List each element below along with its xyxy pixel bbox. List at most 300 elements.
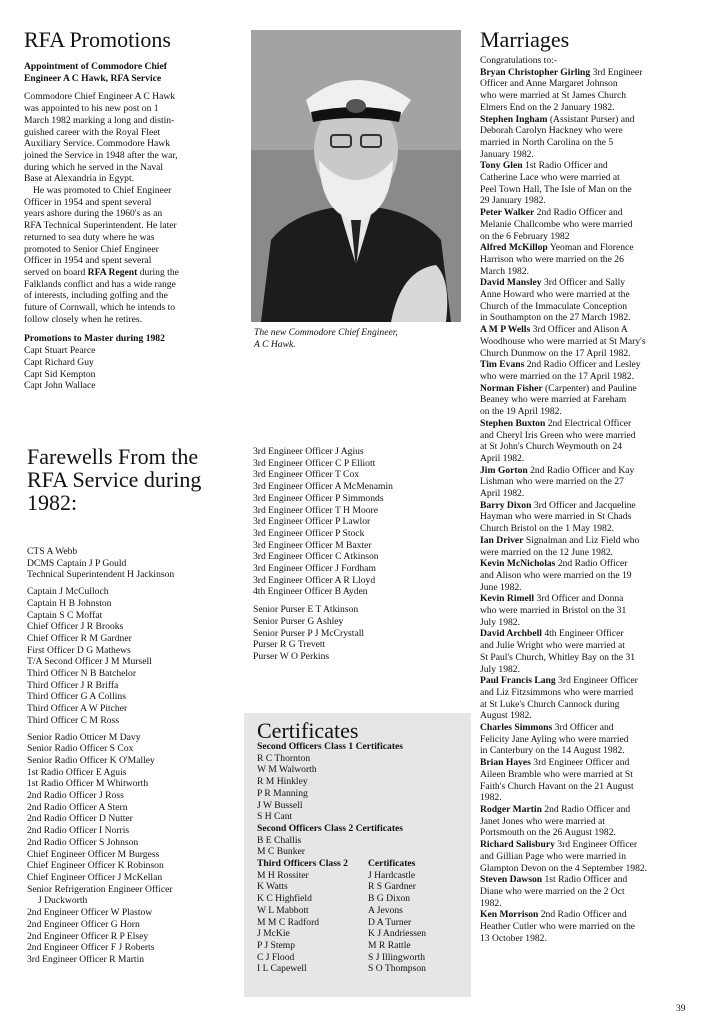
farewell-name: 3rd Engineer Officer T H Moore — [253, 504, 378, 516]
marriage-line — [480, 898, 695, 910]
couple-name: Paul Francis Lang — [480, 675, 556, 687]
couple-name: Peter Walker — [480, 207, 535, 219]
marriage-line — [480, 312, 695, 324]
marriage-line — [480, 441, 695, 453]
farewell-name: T/A Second Officer J M Mursell — [27, 656, 152, 668]
farewell-name: Chief Engineer Officer M Burgess — [27, 848, 160, 860]
certificate-name: D A Turner — [368, 916, 412, 928]
marriage-line — [480, 67, 695, 79]
marriage-text: 29 January 1982. — [480, 195, 546, 207]
certificates-box — [244, 713, 471, 997]
marriage-line — [480, 476, 695, 488]
marriage-text: and Cheryl Iris Green who were married — [480, 429, 636, 441]
marriage-text: Diane who were married on the 2 Oct — [480, 885, 625, 897]
marriage-line — [480, 277, 695, 289]
marriage-text: Faith's Church Havant on the 21 August — [480, 780, 634, 792]
marriage-line — [480, 301, 695, 313]
marriage-text: April 1982. — [480, 452, 525, 464]
marriage-line — [480, 184, 695, 196]
marriage-line — [480, 921, 695, 933]
farewell-name: Captain S C Moffat — [27, 609, 103, 621]
marriage-line — [480, 266, 695, 278]
article-line: guished career with the Royal Fleet — [24, 126, 161, 138]
marriage-line — [480, 511, 695, 523]
marriage-text: 3rd Engineer — [590, 66, 643, 78]
promotions-title: RFA Promotions — [24, 27, 171, 52]
farewell-name: Third Officer A W Pitcher — [27, 703, 128, 715]
marriage-text: (Assistant Purser) and — [547, 113, 635, 125]
certificate-name: M C Bunker — [257, 846, 305, 858]
marriage-text: April 1982. — [480, 488, 525, 500]
marriage-line — [480, 137, 695, 149]
farewell-name: Chief Engineer Officer J McKellan — [27, 871, 163, 883]
marriage-text: August 1982. — [480, 710, 532, 722]
marriage-text: Hayman who were married in St Chads — [480, 511, 632, 523]
farewells-title-line: RFA Service during — [27, 467, 202, 492]
certificate-name: R C Thornton — [257, 752, 311, 764]
farewell-name: 2nd Radio Officer D Nutter — [27, 813, 133, 825]
marriage-text: Catherine Lace who were married at — [480, 172, 620, 184]
couple-name: Rodger Martin — [480, 804, 542, 815]
marriage-text: in Southampton on the 27 March 1982. — [480, 312, 631, 324]
class1-heading: Second Officers Class 1 Certificates — [257, 741, 404, 752]
marriage-line — [480, 324, 695, 336]
article-line: returned to sea duty where he was — [24, 231, 155, 243]
farewells-title — [27, 445, 249, 514]
farewell-name: Purser R G Trevett — [253, 639, 326, 651]
marriage-line — [480, 430, 695, 442]
marriage-text: Elmers End on the 2 January 1982. — [480, 101, 615, 113]
caption-line: The new Commodore Chief Engineer, — [254, 327, 398, 338]
marriages-title: Marriages — [480, 27, 570, 52]
certificate-name: J McKie — [257, 928, 290, 940]
marriage-line — [480, 769, 695, 781]
marriage-text: 2nd Radio Officer and Lesley — [524, 359, 641, 371]
marriage-line — [480, 734, 695, 746]
farewell-name: 3rd Engineer Officer A McMenamin — [253, 481, 393, 493]
certificate-name: B G Dixon — [368, 893, 411, 905]
article-line: during which he served in the Naval — [24, 161, 164, 173]
farewell-name: Senior Radio Otticer M Davy — [27, 731, 141, 743]
couple-name: Alfred McKillop — [480, 242, 548, 254]
marriage-text: and Alison who were married on the 19 — [480, 569, 632, 581]
farewell-name: 2nd Radio Officer A Stern — [27, 801, 128, 813]
marriage-line — [480, 523, 695, 535]
marriage-line — [480, 816, 695, 828]
appointment-article — [24, 91, 246, 325]
ship-name: RFA Regent — [87, 266, 138, 278]
marriage-line — [480, 617, 695, 629]
marriage-text: 1982. — [480, 897, 502, 909]
article-line: Officer in 1954 and spent several — [24, 196, 152, 208]
marriage-text: Church Bristol on the 1 May 1982. — [480, 523, 615, 535]
marriage-line — [480, 792, 695, 804]
marriage-line — [480, 418, 695, 430]
marriage-text: 4th Engineer Officer — [541, 628, 624, 640]
certificate-name: I L Capewell — [257, 963, 307, 975]
marriages-intro: Congratulations to:- — [480, 55, 558, 66]
marriage-line — [480, 336, 695, 348]
farewell-name: Senior Purser G Ashley — [253, 615, 344, 627]
article-line: Officer in 1954 and spent several — [24, 255, 152, 267]
farewell-name: 1st Radio Officer E Aguis — [27, 766, 127, 778]
masters-heading: Promotions to Master during 1982 — [24, 333, 165, 345]
marriage-text: 2nd Radio Officer and — [541, 804, 631, 815]
farewell-name: First Officer D G Mathews — [27, 644, 131, 656]
certificate-name: A Jevons — [368, 904, 403, 916]
certificates-title: Certificates — [257, 718, 359, 743]
marriage-line — [480, 371, 695, 383]
marriage-text: 13 October 1982. — [480, 932, 547, 944]
farewell-name: 2nd Engineer Officer F J Roberts — [27, 942, 155, 954]
marriage-line — [480, 781, 695, 793]
marriage-line — [480, 453, 695, 465]
marriage-text: who were married at St James Church — [480, 90, 626, 102]
farewells-title-line: 1982: — [27, 490, 78, 515]
marriage-line — [480, 231, 695, 243]
marriage-text: 1st Radio Officer and — [522, 160, 608, 172]
marriage-text: July 1982. — [480, 663, 520, 675]
master-name: Capt Richard Guy — [24, 356, 94, 368]
couple-name: Stephen Buxton — [480, 417, 546, 429]
marriage-text: 2nd Radio Officer and Kay — [527, 464, 635, 476]
certificate-name: M M C Radford — [257, 916, 320, 928]
marriage-text: 2nd Radio Officer and — [534, 207, 623, 219]
marriage-text: Lishman who were married on the 27 — [480, 476, 624, 488]
farewell-name: 4th Engineer Officer B Ayden — [253, 586, 368, 598]
certificate-name: K Watts — [257, 881, 288, 893]
certificate-name: R S Gardner — [368, 881, 416, 893]
article-line: He was promoted to Chief Engineer — [33, 185, 172, 197]
farewell-name: 3rd Engineer Officer P Simmonds — [253, 492, 384, 504]
marriage-line — [480, 664, 695, 676]
subhead-line: Engineer A C Hawk, RFA Service — [24, 72, 162, 84]
marriage-text: January 1982. — [480, 148, 534, 160]
marriage-line — [480, 488, 695, 500]
couple-name: Charles Simmons — [480, 722, 553, 734]
farewells-left-column — [27, 445, 249, 966]
class1-list — [257, 753, 471, 823]
couple-name: Norman Fisher — [480, 382, 543, 394]
portrait-image — [251, 30, 461, 322]
certificate-name: K C Highfield — [257, 893, 312, 905]
farewell-name: Senior Radio Officer S Cox — [27, 743, 134, 755]
farewell-name: Senior Refrigeration Engineer Officer — [27, 883, 173, 895]
marriage-line — [480, 722, 695, 734]
farewell-name: Captain J McCulloch — [27, 586, 109, 598]
article-line: served on board RFA Regent during the — [24, 266, 179, 278]
marriage-text: on the 6 February 1982 — [480, 230, 570, 242]
certificate-name: J Hardcastle — [368, 869, 416, 881]
master-name: Capt Sid Kempton — [24, 368, 96, 380]
farewell-name: Chief Officer R M Gardner — [27, 632, 132, 644]
marriage-line — [480, 242, 695, 254]
certificate-row — [257, 893, 471, 905]
farewells-group-pursers — [253, 604, 468, 663]
marriage-line — [480, 348, 695, 360]
marriage-line — [480, 219, 695, 231]
farewell-name: 3rd Engineer Officer P Stock — [253, 527, 365, 539]
marriage-line — [480, 640, 695, 652]
certificate-row — [257, 917, 471, 929]
couple-name: Ken Morrison — [480, 909, 539, 921]
marriage-text: Glampton Devon on the 4 September 1982. — [480, 862, 648, 874]
marriages-list — [480, 67, 695, 945]
certificate-name: W M Walworth — [257, 764, 317, 776]
marriage-line — [480, 359, 695, 371]
masters-list — [24, 345, 246, 392]
marriage-line — [480, 687, 695, 699]
marriage-text: (Carpenter) and Pauline — [542, 382, 637, 394]
marriage-line — [480, 827, 695, 839]
marriage-line — [480, 675, 695, 687]
marriage-line — [480, 933, 695, 945]
marriage-text: Woodhouse who were married at St Mary's — [480, 335, 646, 347]
marriage-line — [480, 406, 695, 418]
marriage-line — [480, 149, 695, 161]
farewell-name: CTS A Webb — [27, 546, 78, 557]
farewell-name: 2nd Engineer Officer R P Elsey — [27, 930, 149, 942]
farewell-name: Third Officer C M Ross — [27, 714, 120, 726]
couple-name: Jim Gorton — [480, 464, 528, 476]
marriage-text: Harrison who were married on the 26 — [480, 253, 624, 265]
farewell-name: Senior Purser E T Atkinson — [253, 604, 359, 616]
farewell-name: Chief Engineer Officer K Robinson — [27, 860, 164, 872]
article-line: promoted to Senior Chief Engineer — [24, 243, 159, 255]
marriage-line — [480, 125, 695, 137]
article-line: Base at Alexandria in Egypt. — [24, 173, 135, 185]
farewell-name: 2nd Engineer Officer W Plastow — [27, 907, 153, 919]
marriage-text: on the 19 April 1982. — [480, 406, 562, 418]
farewell-name: Purser W O Perkins — [253, 650, 330, 662]
farewell-name: Chief Officer J R Brooks — [27, 621, 124, 633]
marriage-line — [480, 78, 695, 90]
certificate-name: P R Manning — [257, 787, 308, 799]
marriage-text: Heather Cutler who were married on the — [480, 921, 636, 933]
marriage-line — [480, 699, 695, 711]
certificate-name: W L Mabbott — [257, 904, 309, 916]
article-line: March 1982 marking a long and distin- — [24, 114, 175, 126]
marriage-line — [480, 757, 695, 769]
farewell-name: 3rd Engineer Officer P Lawlor — [253, 516, 371, 528]
couple-name: Brian Hayes — [480, 757, 531, 769]
certificate-row — [257, 928, 471, 940]
marriage-line — [480, 547, 695, 559]
certificate-row — [257, 940, 471, 952]
couple-name: Richard Salisbury — [480, 839, 555, 851]
farewell-name: 3rd Engineer Officer C Atkinson — [253, 551, 379, 563]
certificate-row — [257, 881, 471, 893]
class2-heading: Second Officers Class 2 Certificates — [257, 822, 404, 834]
farewells-group-deck — [27, 586, 249, 726]
marriage-line — [480, 851, 695, 863]
marriage-text: 2nd Radio Officer — [555, 558, 628, 570]
couple-name: Kevin McNicholas — [480, 558, 556, 570]
marriage-line — [480, 383, 695, 395]
marriage-line — [480, 886, 695, 898]
article-line: Auxiliary Service. Commodore Hawk — [24, 138, 171, 150]
marriage-text: Felicity Jane Ayling who were married — [480, 733, 629, 745]
article-line: follow closely when he retires. — [24, 313, 143, 325]
marriage-text: and Liz Fitzsimmons who were married — [480, 686, 634, 698]
certificate-row — [257, 905, 471, 917]
marriage-text: 3rd Engineer Officer — [555, 675, 638, 687]
certificate-row — [257, 870, 471, 882]
marriage-text: 3rd Officer and Alison A — [530, 324, 628, 336]
certificate-name: R M Hinkley — [257, 776, 308, 788]
marriage-line — [480, 628, 695, 640]
marriage-text: St Paul's Church, Whitley Bay on the 31 — [480, 651, 636, 663]
marriage-text: 3rd Officer and — [552, 722, 614, 734]
photo-caption — [254, 327, 464, 350]
marriage-text: 2nd Electrical Officer — [545, 417, 632, 429]
certificate-name: P J Stemp — [257, 939, 296, 951]
marriage-text: and Gillian Page who were married in — [480, 850, 626, 862]
appointment-subhead — [24, 61, 246, 84]
marriage-line — [480, 605, 695, 617]
farewell-name: 3rd Engineer Officer A R Lloyd — [253, 574, 376, 586]
marriage-text: July 1982. — [480, 616, 520, 628]
marriage-line — [480, 874, 695, 886]
marriage-text: March 1982. — [480, 265, 530, 277]
farewell-name: 3rd Engineer Officer J Agius — [253, 446, 364, 457]
marriage-line — [480, 745, 695, 757]
couple-name: Tony Glen — [480, 160, 523, 172]
couple-name: David Mansley — [480, 277, 542, 289]
marriage-line — [480, 804, 695, 816]
marriage-text: who were married in Bristol on the 31 — [480, 605, 627, 617]
couple-name: Bryan Christopher Girling — [480, 66, 591, 78]
marriage-text: Signalman and Liz Field who — [523, 534, 640, 546]
article-line: Commodore Chief Engineer A C Hawk — [24, 91, 176, 103]
farewell-name: Captain H B Johnston — [27, 597, 112, 609]
promotions-column — [24, 28, 246, 392]
marriage-text: 3rd Officer and Donna — [534, 593, 624, 605]
couple-name: Kevin Rimell — [480, 593, 535, 605]
marriage-line — [480, 558, 695, 570]
third-officers-list — [257, 870, 471, 975]
farewell-name: J Duckworth — [38, 895, 88, 907]
marriage-text: 1st Radio Officer and — [542, 874, 628, 886]
marriage-text: 3rd Officer and Jacqueline — [531, 499, 636, 511]
certificate-name: S J Illingworth — [368, 951, 426, 963]
marriage-text: Officer and Anne Margaret Johnson — [480, 78, 618, 90]
marriage-line — [480, 863, 695, 875]
master-name: Capt Stuart Pearce — [24, 345, 96, 357]
marriage-text: at St John's Church Weymouth on 24 — [480, 441, 623, 453]
couple-name: Barry Dixon — [480, 499, 532, 511]
farewell-name: Senior Purser P J McCrystall — [253, 627, 365, 639]
marriage-text: Janet Jones who were married at — [480, 815, 605, 827]
marriage-line — [480, 839, 695, 851]
farewell-name: Third Officer J R Briffa — [27, 679, 119, 691]
marriage-text: June 1982. — [480, 581, 522, 593]
certificate-name: S H Cant — [257, 811, 293, 823]
marriage-text: 2nd Radio Officer and — [538, 909, 627, 921]
farewell-name: 3rd Engineer Officer T Cox — [253, 469, 360, 481]
certificate-name: M H Rossiter — [257, 869, 309, 881]
certificate-name: J W Bussell — [257, 799, 303, 811]
farewell-name: Technical Superintendent H Jackinson — [27, 569, 175, 581]
article-line: was appointed to his new post on 1 — [24, 103, 159, 115]
farewells-group-senior — [27, 546, 249, 581]
marriage-line — [480, 289, 695, 301]
certificate-row — [257, 952, 471, 964]
marriage-line — [480, 652, 695, 664]
certificate-name: S O Thompson — [368, 963, 426, 975]
farewell-name: Senior Radio Officer K O'Malley — [27, 754, 155, 766]
farewell-name: 2nd Radio Officer J Ross — [27, 790, 124, 802]
marriage-line — [480, 114, 695, 126]
farewells-group-engineers — [253, 446, 468, 598]
farewell-name: 2nd Radio Officer S Johnson — [27, 836, 139, 848]
marriage-text: 1982. — [480, 792, 502, 804]
caption-line: A C Hawk. — [254, 338, 296, 350]
marriage-text: and Julie Wright who were married at — [480, 640, 625, 652]
couple-name: David Archbell — [480, 628, 542, 640]
certificate-name: B E Challis — [257, 834, 302, 846]
farewell-name: Third Officer G A Collins — [27, 691, 126, 703]
marriage-text: at St Luke's Church Cannock during — [480, 698, 620, 710]
couple-name: Ian Driver — [480, 534, 524, 546]
subhead-line: Appointment of Commodore Chief — [24, 61, 167, 72]
farewell-name: 2nd Radio Officer I Norris — [27, 825, 130, 837]
marriage-line — [480, 102, 695, 114]
marriage-line — [480, 535, 695, 547]
commodore-photo — [251, 30, 461, 322]
marriage-text: 3rd Engineer Officer and — [530, 757, 630, 769]
marriage-line — [480, 160, 695, 172]
marriage-text: Peel Town Hall, The Isle of Man on the — [480, 183, 632, 195]
article-line: of interests, including golfing and the — [24, 290, 168, 302]
marriage-text: Church of the Immaculate Conception — [480, 300, 628, 312]
farewell-name: DCMS Captain J P Gould — [27, 557, 127, 569]
marriage-line — [480, 172, 695, 184]
couple-name: Steven Dawson — [480, 874, 543, 886]
marriage-text: Church Dunmow on the 17 April 1982. — [480, 347, 631, 359]
farewell-name: 3rd Engineer Officer C P Elliott — [253, 457, 376, 469]
marriage-line — [480, 90, 695, 102]
marriage-text: married in North Carolina on the 5 — [480, 136, 614, 148]
marriage-line — [480, 207, 695, 219]
farewell-name: 1st Radio Officer M Whitworth — [27, 778, 149, 790]
marriage-text: Portsmouth on the 26 August 1982. — [480, 827, 616, 839]
article-line: RFA Technical Superintendent. He later — [24, 220, 177, 232]
marriage-text: 3rd Officer and Sally — [541, 277, 626, 289]
article-line: Falklands conflict and has a wide range — [24, 278, 176, 290]
marriage-line — [480, 582, 695, 594]
marriage-line — [480, 593, 695, 605]
farewell-name: 3rd Engineer Officer R Martin — [27, 953, 145, 965]
marriage-text: Deborah Carolyn Hackney who were — [480, 125, 623, 137]
article-line: years ashore during the 1960's as an — [24, 208, 163, 220]
marriage-text: who were married on the 17 April 1982. — [480, 370, 634, 382]
farewell-name: 3rd Engineer Officer M Baxter — [253, 539, 372, 551]
certificate-name: C J Flood — [257, 951, 295, 963]
class2-list — [257, 835, 471, 858]
marriages-column — [480, 28, 695, 944]
certificate-name: K J Andriessen — [368, 928, 427, 940]
third-heading-right: Certificates — [368, 858, 416, 870]
certificate-row — [257, 963, 471, 975]
certificate-name: M R Rattle — [368, 939, 411, 951]
couple-name: A M P Wells — [480, 324, 531, 336]
marriage-text: Yeoman and Florence — [547, 242, 634, 254]
third-officers-heading — [257, 858, 471, 870]
marriage-text: 3rd Engineer Officer — [554, 839, 638, 851]
marriage-text: Melanie Challcombe who were married — [480, 218, 633, 230]
farewell-name: Third Officer N B Batchelor — [27, 668, 137, 680]
